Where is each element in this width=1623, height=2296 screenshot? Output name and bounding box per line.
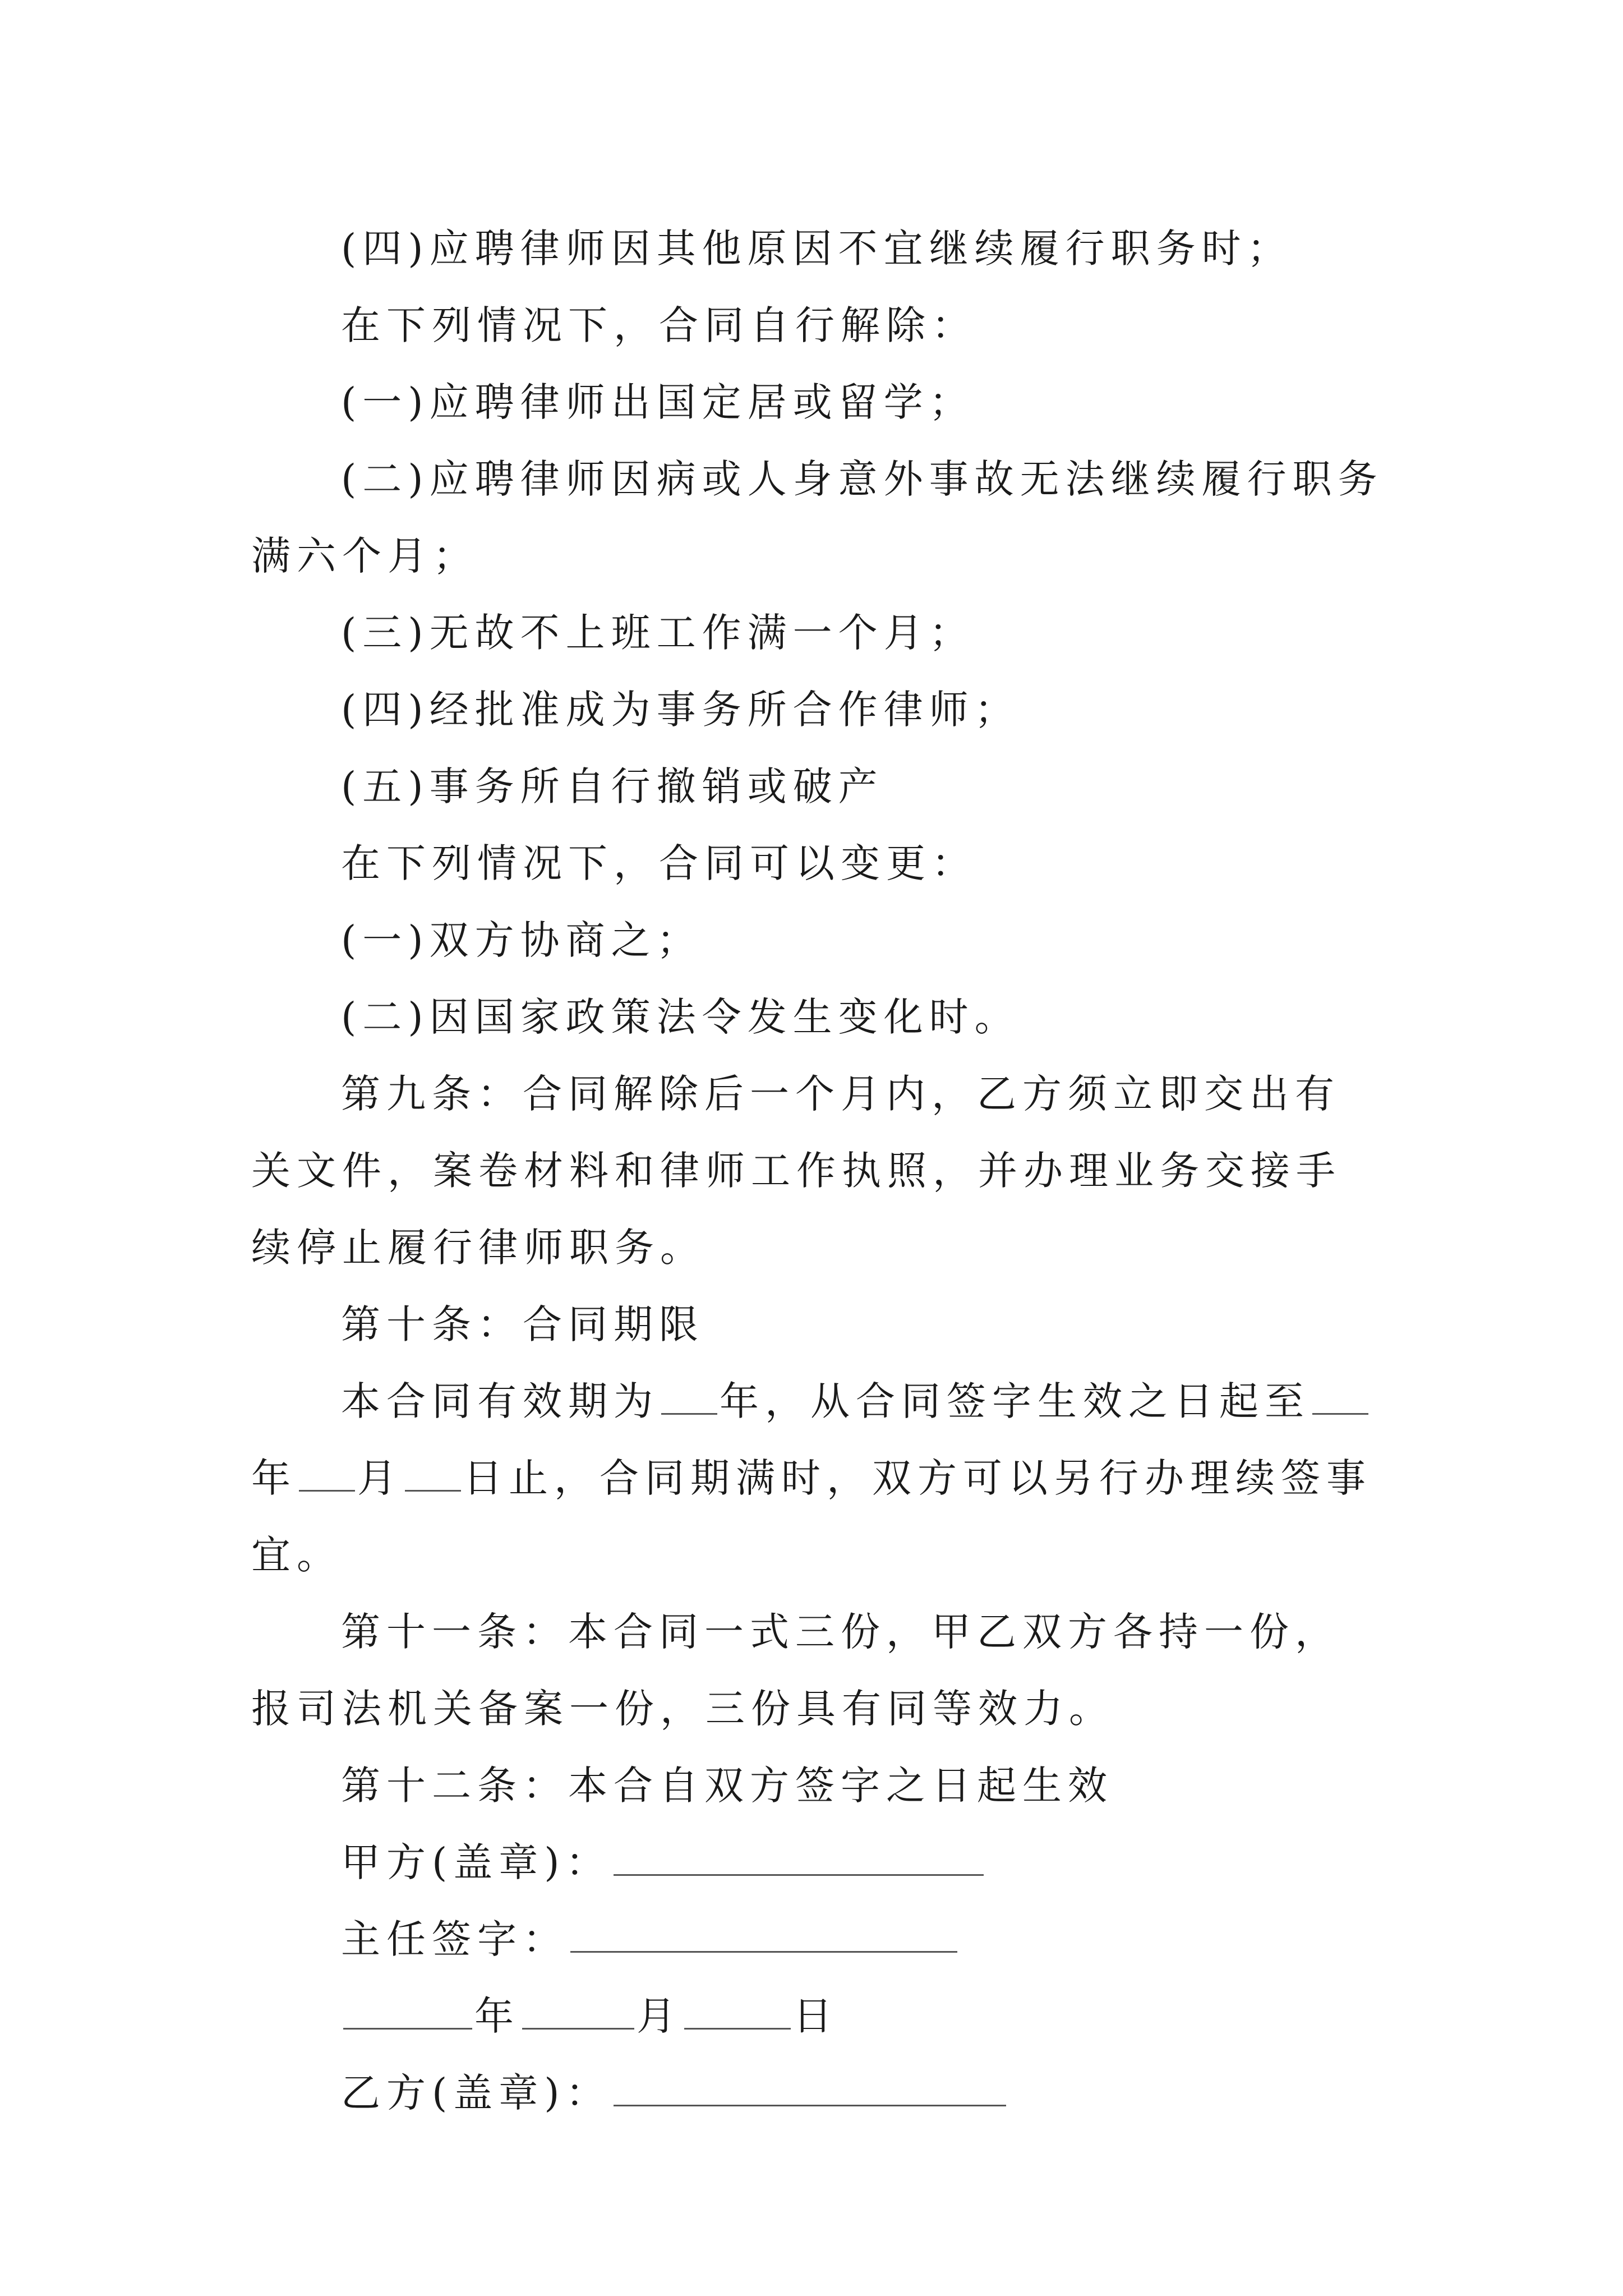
clause-line: (四)应聘律师因其他原因不宜继续履行职务时； <box>341 226 1293 272</box>
clause-line: (五)事务所自行撤销或破产 <box>341 763 884 809</box>
clause-line: (三)无故不上班工作满一个月； <box>341 610 975 656</box>
clause-line: (二)因国家政策法令发生变化时。 <box>341 994 1020 1040</box>
article-10-title: 第十条：合同期限 <box>341 1301 704 1347</box>
clause-line: (四)经批准成为事务所合作律师； <box>341 687 1020 733</box>
contract-body <box>251 210 1384 2132</box>
term-text-a: 本合同有效期为 <box>341 1378 659 1424</box>
party-a-seal-label: 甲方(盖章)： <box>341 1839 611 1885</box>
sign-year-blank[interactable] <box>343 2027 472 2030</box>
clause-line: (一)应聘律师出国定居或留学； <box>341 379 975 425</box>
end-year-blank[interactable] <box>1312 1412 1368 1415</box>
sign-month-blank[interactable] <box>522 2027 634 2030</box>
clause-line: 在下列情况下，合同可以变更： <box>341 840 977 886</box>
clause-line: 在下列情况下，合同自行解除： <box>341 302 977 348</box>
article-9: 第九条：合同解除后一个月内，乙方须立即交出有关文件，案卷材料和律师工作执照，并办理业务交接手续停止履行律师职务。 <box>251 1071 1341 1271</box>
clause-line: (一)双方协商之； <box>341 917 702 963</box>
term-years-blank[interactable] <box>661 1412 717 1415</box>
party-b-seal-line <box>251 2055 1384 2132</box>
term-text-d: 月 <box>357 1455 403 1501</box>
director-signature-line <box>251 1901 1384 1978</box>
term-text-e: 日止，合同期满时，双方可以另行办理续签事宜。 <box>251 1455 1372 1578</box>
director-signature-label: 主任签字： <box>341 1916 568 1962</box>
party-b-seal-label: 乙方(盖章)： <box>341 2070 611 2116</box>
director-signature-blank[interactable] <box>570 1950 957 1953</box>
article-11: 第十一条：本合同一式三份，甲乙双方各持一份，报司法机关备案一份，三份具有同等效力。 <box>251 1609 1340 1732</box>
party-b-seal-blank[interactable] <box>614 2104 1006 2106</box>
end-month-blank[interactable] <box>299 1489 355 1492</box>
sign-day-label: 日 <box>793 1993 838 2039</box>
term-text-b: 年，从合同签字生效之日起至 <box>720 1378 1310 1424</box>
sign-year-label: 年 <box>474 1993 520 2039</box>
clause-line: (二)应聘律师因病或人身意外事故无法继续履行职务满六个月； <box>251 456 1384 579</box>
article-12: 第十二条：本合自双方签字之日起生效 <box>341 1763 1113 1809</box>
party-a-seal-line <box>251 1824 1384 1901</box>
end-day-blank[interactable] <box>405 1489 461 1492</box>
sign-day-blank[interactable] <box>684 2027 791 2030</box>
contract-term-clause <box>251 1363 1384 1594</box>
term-text-c: 年 <box>251 1455 297 1501</box>
sign-date-line <box>251 1978 1384 2055</box>
sign-month-label: 月 <box>637 1993 682 2039</box>
party-a-seal-blank[interactable] <box>614 1874 984 1876</box>
